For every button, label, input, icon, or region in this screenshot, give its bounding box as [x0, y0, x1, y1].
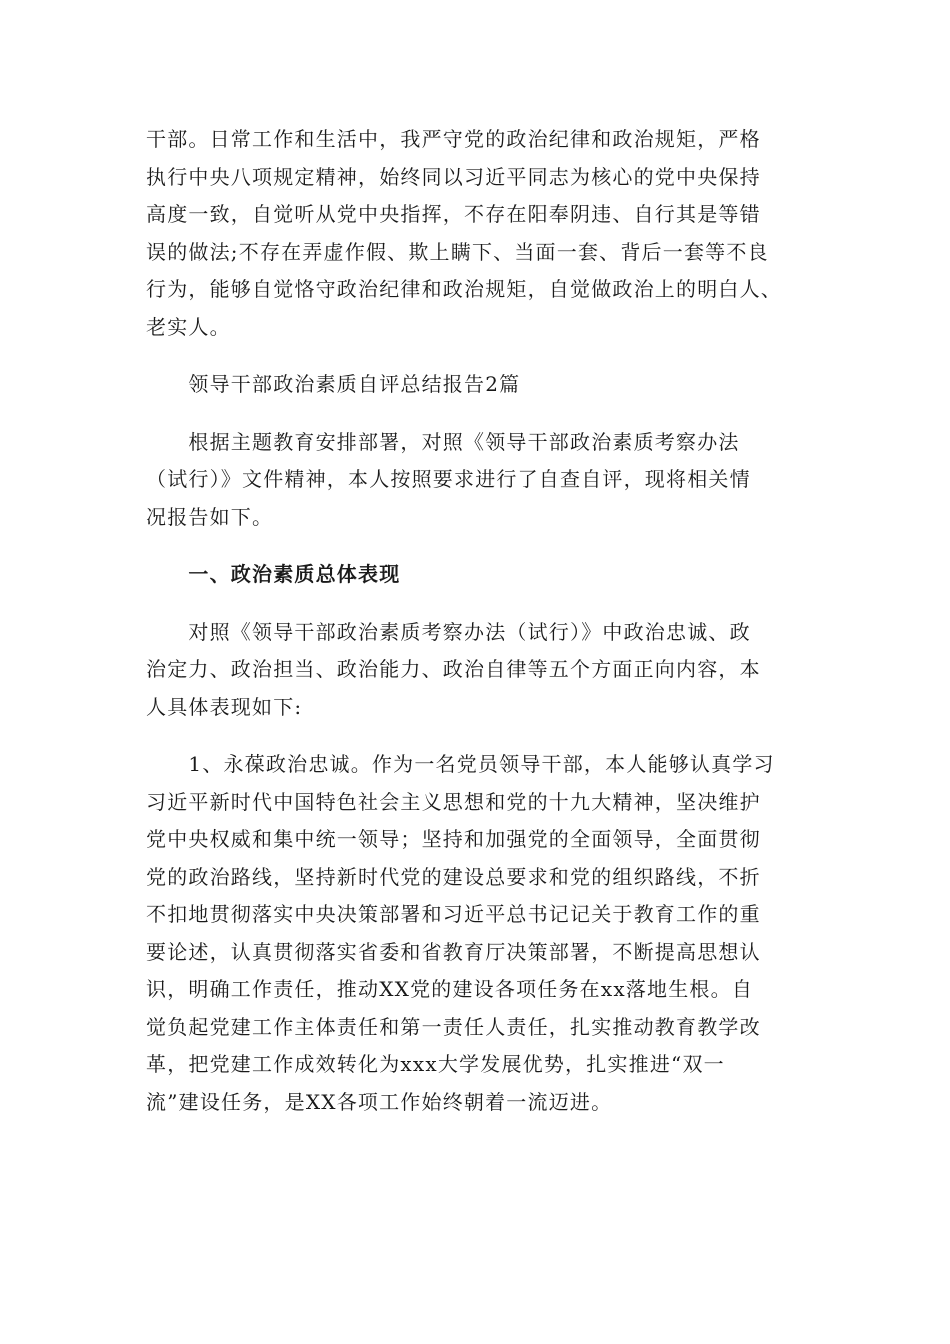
text-line: 要论述，认真贯彻落实省委和省教育厅决策部署，不断提高思想认: [146, 939, 761, 964]
text-line: 行为，能够自觉恪守政治纪律和政治规矩，自觉做政治上的明白人、: [146, 277, 782, 301]
text-line: 习近平新时代中国特色社会主义思想和党的十九大精神，坚决维护: [146, 789, 761, 814]
text-line: 高度一致，自觉听从党中央指挥，不存在阳奉阴违、自行其是等错: [146, 202, 761, 226]
text-line: 识，明确工作责任，推动XX党的建设各项任务在xx落地生根。自: [146, 977, 754, 1001]
text-line: 治定力、政治担当、政治能力、政治自律等五个方面正向内容，本: [146, 657, 761, 681]
text-line: 一、政治素质总体表现: [146, 562, 401, 586]
paragraph-discipline: [146, 121, 816, 346]
heading-overall-performance: [146, 556, 816, 594]
text-line: 况报告如下。: [146, 504, 274, 529]
text-line: 对照《领导干部政治素质考察办法（试行）》中政治忠诚、政: [146, 619, 751, 644]
text-line: 干部。日常工作和生活中，我严守党的政治纪律和政治规矩，严格: [146, 127, 761, 151]
text-line: 党的政治路线，坚持新时代党的建设总要求和党的组织路线，不折: [146, 864, 761, 889]
text-line: 党中央权威和集中统一领导；坚持和加强党的全面领导，全面贯彻: [146, 827, 761, 851]
paragraph-comparison: [146, 614, 816, 727]
paragraph-political-loyalty: [146, 746, 816, 1121]
text-line: 老实人。: [146, 314, 231, 339]
text-line: 不扣地贯彻落实中央决策部署和习近平总书记记关于教育工作的重: [146, 902, 761, 926]
paragraph-intro: [146, 424, 816, 537]
section-title: [146, 366, 816, 404]
text-line: 觉负起党建工作主体责任和第一责任人责任，扎实推动教育教学改: [146, 1014, 761, 1039]
text-line: 1、永葆政治忠诚。作为一名党员领导干部，本人能够认真学习: [146, 752, 775, 776]
text-line: 误的做法;不存在弄虚作假、欺上瞒下、当面一套、背后一套等不良: [146, 239, 769, 264]
text-line: 执行中央八项规定精神，始终同以习近平同志为核心的党中央保持: [146, 164, 761, 189]
text-line: 领导干部政治素质自评总结报告2篇: [146, 372, 521, 396]
text-line: 流”建设任务，是XX各项工作始终朝着一流迈进。: [146, 1089, 613, 1114]
text-line: 人具体表现如下:: [146, 694, 303, 719]
document-body: [146, 121, 816, 1141]
text-line: （试行）》文件精神，本人按照要求进行了自查自评，现将相关情: [146, 467, 751, 491]
text-line: 革，把党建工作成效转化为xxx大学发展优势，扎实推进“双一: [146, 1052, 725, 1076]
text-line: 根据主题教育安排部署，对照《领导干部政治素质考察办法: [146, 429, 740, 454]
